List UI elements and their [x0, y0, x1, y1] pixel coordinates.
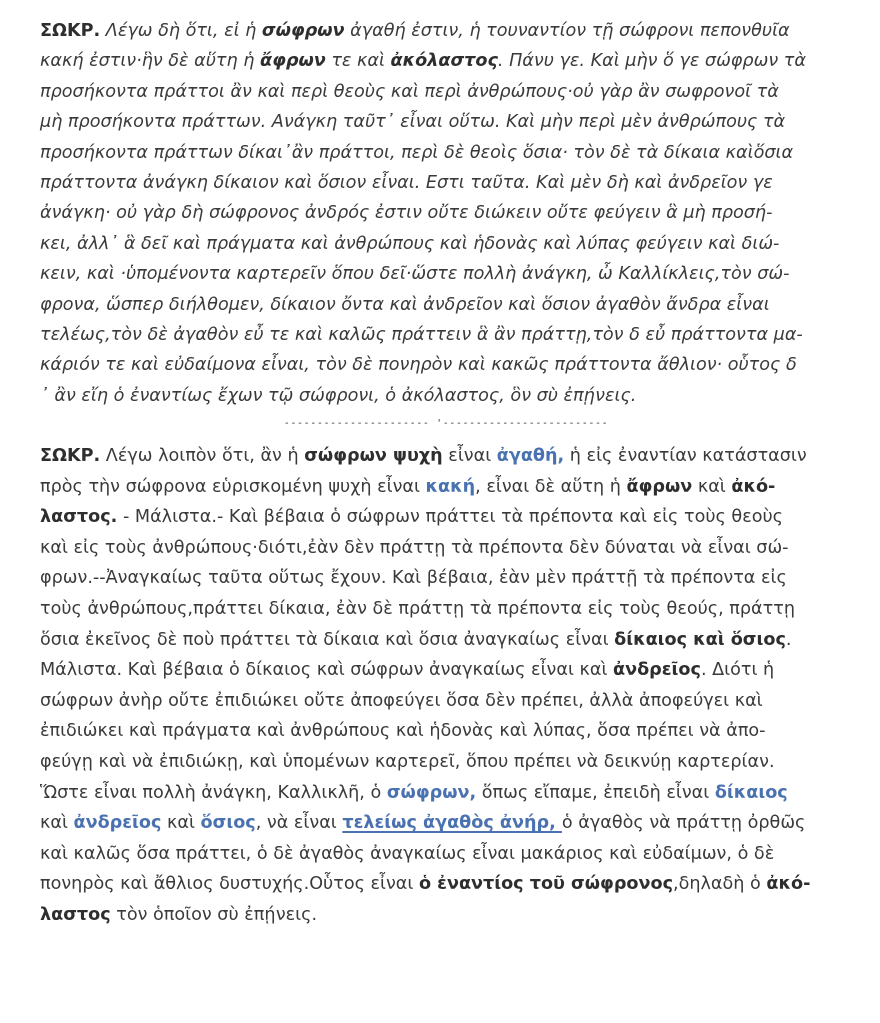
- document-page: [40, 16, 852, 931]
- bold-term: σώφρων: [261, 21, 345, 41]
- text-run: καὶ εἰς τοὺς ἀνθρώπους·διότι,ἐὰν δὲν πράττῃ τὰ πρέποντα δὲν δύναται νὰ εἶναι σώ-: [40, 537, 789, 558]
- text-run: πρὸς τὴν σώφρονα εὑρισκομένη ψυχὴ εἶναι: [40, 476, 426, 497]
- text-run: ὅσια ἐκεῖνος δὲ ποὺ πράττει τὰ δίκαια καὶ ὅσια ἀναγκαίως εἶναι: [40, 629, 615, 650]
- text-run: , εἶναι δὲ αὕτη ἡ: [475, 476, 627, 497]
- bold-term: λαστος.: [40, 507, 118, 528]
- text-run: ἡ εἰς ἐναντίαν κατάστασιν: [564, 446, 807, 467]
- text-line: [40, 839, 852, 870]
- text-run: ὅπως εἴπαμε, ἐπειδὴ εἶναι: [476, 782, 715, 803]
- original-passage: [40, 16, 852, 411]
- text-line: [40, 625, 852, 656]
- bold-term: ἀκόλαστος: [390, 51, 498, 72]
- text-run: κειν, καὶ ·ὑπομένοντα καρτερεῖν ὅπου δεῖ·ὥστε πολλὴ ἀνάγκη, ὦ Καλλίκλεις,τὸν σώ-: [40, 264, 790, 285]
- text-run: φρονα, ὥσπερ διήλθομεν, δίκαιον ὄντα καὶ ἀνδρεῖον καὶ ὅσιον ἀγαθὸν ἄνδρα εἶναι: [40, 294, 770, 315]
- text-run: Μάλιστα. Καὶ βέβαια ὁ δίκαιος καὶ σώφρων ἀναγκαίως εἶναι καὶ: [40, 660, 614, 681]
- link-text[interactable]: τελείως ἀγαθὸς ἀνήρ,: [342, 813, 562, 834]
- text-run: ἐπιδιώκει καὶ πράγματα καὶ ἀνθρώπους καὶ ἡδονὰς καὶ λύπας, ὅσα πρέπει νὰ ἀπο-: [40, 721, 766, 742]
- bold-term: ΣΩΚΡ.: [40, 21, 101, 41]
- text-run: Ὥστε εἶναι πολλὴ ἀνάγκη, Καλλικλῆ, ὁ: [40, 782, 387, 803]
- text-run: φεύγῃ καὶ νὰ ἐπιδιώκῃ, καὶ ὑπομένων καρτερεῖ, ὅπου πρέπει νὰ δεικνύῃ καρτερίαν.: [40, 752, 775, 773]
- text-line: [40, 747, 852, 778]
- text-line: [40, 533, 852, 564]
- text-line: [40, 869, 852, 900]
- text-run: κει, ἀλλ᾽ ἃ δεῖ καὶ πράγματα καὶ ἀνθρώπους καὶ ἡδονὰς καὶ λύπας φεύγειν καὶ διώ-: [40, 233, 780, 254]
- text-line: [40, 502, 852, 533]
- text-run: ὁ ἀγαθὸς νὰ πράττῃ ὀρθῶς: [561, 813, 806, 834]
- text-run: Λέγω λοιπὸν ὅτι, ἂν ἡ: [100, 446, 305, 467]
- bold-term: σώφρων ψυχὴ: [304, 446, 443, 467]
- text-run: . Διότι ἡ: [700, 660, 775, 681]
- bold-term: δίκαιος καὶ ὅσιος: [614, 629, 786, 650]
- text-run: , νὰ εἶναι: [255, 813, 343, 834]
- text-line: [40, 107, 852, 137]
- highlighted-term: ὅσιος: [200, 813, 256, 834]
- bold-term: λαστος: [40, 904, 111, 925]
- text-run: προσήκοντα πράττοι ἂν καὶ περὶ θεοὺς καὶ περὶ ἀνθρώπους·οὐ γὰρ ἂν σωφρονοῖ τὰ: [40, 81, 779, 102]
- translation-passage: [40, 441, 852, 931]
- text-line: [40, 381, 852, 411]
- text-run: πράττοντα ἀνάγκη δίκαιον καὶ ὅσιον εἶναι. Εστι ταῦτα. Καὶ μὲν δὴ καὶ ἀνδρεῖον γε: [40, 172, 773, 193]
- text-run: κακή ἐστιν·ἣν δὲ αὕτη ἡ: [40, 51, 260, 72]
- text-run: - Μάλιστα.- Καὶ βέβαια ὁ σώφρων πράττει τὰ πρέποντα καὶ εἰς τοὺς θεοὺς: [117, 507, 783, 528]
- text-line: [40, 290, 852, 320]
- bold-term: ὁ ἐναντίος τοῦ σώφρονος: [418, 874, 673, 895]
- bold-term: ἄφρων: [260, 51, 326, 72]
- text-run: ᾽ ἂν εἴη ὁ ἐναντίως ἔχων τῷ σώφρονι, ὁ ἀκόλαστος, ὃν σὺ ἐπῄνεις.: [40, 385, 637, 406]
- text-line: [40, 77, 852, 107]
- text-run: τελέως,τὸν δὲ ἀγαθὸν εὖ τε καὶ καλῶς πράττειν ἃ ἂν πράττῃ,τὸν δ εὖ πράττοντα μα-: [40, 324, 803, 345]
- text-run: σώφρων ἀνὴρ οὔτε ἐπιδιώκει οὔτε ἀποφεύγει ὅσα δὲν πρέπει, ἀλλὰ ἀποφεύγει καὶ: [40, 690, 763, 711]
- text-line: [40, 198, 852, 228]
- text-run: τε καὶ: [325, 51, 391, 72]
- bold-term: ἀκό-: [766, 874, 811, 895]
- text-run: προσήκοντα πράττων δίκαι᾽ἂν πράττοι, περὶ δὲ θεοὶς ὅσια· τὸν δὲ τὰ δίκαια καὶὅσια: [40, 142, 794, 163]
- text-run: μὴ προσήκοντα πράττων. Ανάγκη ταῦτ᾽ εἶναι οὕτω. Καὶ μὴν περὶ μὲν ἀνθρώπους τὰ: [40, 112, 786, 133]
- text-run: τὸν ὁποῖον σὺ ἐπῄνεις.: [110, 904, 318, 925]
- text-line: [40, 563, 852, 594]
- text-run: εἶναι: [442, 446, 497, 467]
- text-line: [40, 686, 852, 717]
- bold-term: ἄφρων: [626, 476, 693, 497]
- bold-term: ΣΩΚΡ.: [40, 446, 101, 467]
- text-run: .: [785, 629, 792, 650]
- highlighted-term: κακή: [425, 476, 476, 497]
- text-run: κάριόν τε καὶ εὐδαίμονα εἶναι, τὸν δὲ πονηρὸν καὶ κακῶς πράττοντα ἄθλιον· οὗτος δ: [40, 355, 797, 376]
- text-line: [40, 900, 852, 931]
- text-line: [40, 655, 852, 686]
- bold-term: ἀκό-: [731, 476, 776, 497]
- highlighted-term: ἀγαθή,: [496, 446, 565, 467]
- text-line: [40, 168, 852, 198]
- text-line: [40, 594, 852, 625]
- text-run: τοὺς ἀνθρώπους,πράττει δίκαια, ἐὰν δὲ πράττῃ τὰ πρέποντα εἰς τοὺς θεούς, πράττῃ: [40, 599, 795, 620]
- text-run: καὶ: [161, 813, 201, 834]
- text-line: [40, 320, 852, 350]
- text-line: [40, 138, 852, 168]
- text-line: [40, 808, 852, 839]
- text-run: καὶ: [40, 813, 74, 834]
- text-line: [40, 259, 852, 289]
- text-line: [40, 716, 852, 747]
- section-divider: ---------------------- '-------------------------: [283, 418, 609, 430]
- text-run: φρων.--Ἀναγκαίως ταῦτα οὕτως ἔχουν. Καὶ βέβαια, ἐὰν μὲν πράττῇ τὰ πρέποντα εἰς: [40, 568, 787, 589]
- text-run: Λέγω δὴ ὅτι, εἰ ἡ: [100, 21, 262, 41]
- text-run: ἀγαθή ἐστιν, ἡ τουναντίον τῇ σώφρονι πεπονθυῖα: [344, 21, 790, 41]
- text-run: ἀνάγκη· οὐ γὰρ δὴ σώφρονος ἀνδρός ἐστιν οὔτε διώκειν οὔτε φεύγειν ἃ μὴ προσή-: [40, 203, 773, 224]
- text-line: [40, 350, 852, 380]
- text-line: [40, 46, 852, 76]
- highlighted-term: ἀνδρεῖος: [73, 813, 162, 834]
- text-line: [40, 472, 852, 503]
- highlighted-term: σώφρων,: [386, 782, 477, 803]
- highlighted-term: δίκαιος: [714, 782, 788, 803]
- text-line: [40, 778, 852, 809]
- bold-term: ἀνδρεῖος: [613, 660, 701, 681]
- text-run: καὶ: [692, 476, 732, 497]
- text-line: [40, 16, 852, 46]
- text-run: . Πάνυ γε. Καὶ μὴν ὅ γε σώφρων τὰ: [497, 51, 806, 72]
- text-line: [40, 229, 852, 259]
- text-run: καὶ καλῶς ὅσα πράττει, ὁ δὲ ἀγαθὸς ἀναγκαίως εἶναι μακάριος καὶ εὐδαίμων, ὁ δὲ: [40, 843, 775, 864]
- text-run: ,δηλαδὴ ὁ: [673, 874, 767, 895]
- text-line: [40, 441, 852, 472]
- text-run: πονηρὸς καὶ ἄθλιος δυστυχής.Οὗτος εἶναι: [40, 874, 419, 895]
